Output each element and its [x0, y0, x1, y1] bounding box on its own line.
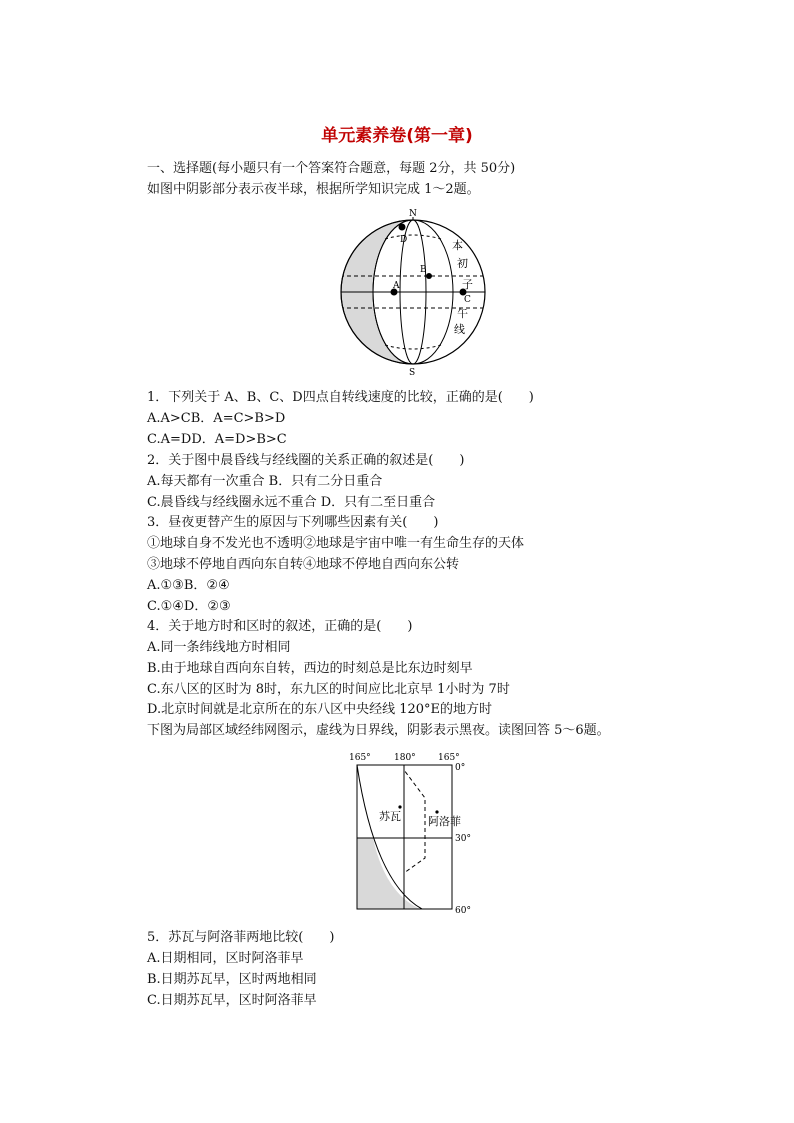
meridian-char-5: 线: [454, 323, 465, 336]
question-5-option: A.日期相同，区时阿洛菲早: [147, 951, 304, 966]
graticule-figure: [345, 748, 480, 918]
lat-label-30: 30°: [455, 834, 471, 844]
page-title: 单元素养卷(第一章): [321, 126, 473, 146]
lat-label-60: 60°: [455, 906, 471, 916]
question-4-option: C.东八区的区时为 8时，东九区的时间应比北京早 1小时为 7时: [147, 682, 510, 697]
meridian-char-2: 初: [457, 257, 468, 270]
lon-label-east: 165°: [438, 753, 460, 763]
question-2-option: C.晨昏线与经线圈永远不重合 D．只有二至日重合: [147, 495, 436, 510]
question-4-option: D.北京时间就是北京所在的东八区中央经线 120°E的地方时: [147, 702, 493, 717]
label-n: N: [409, 209, 417, 219]
meridian-char-4: 午: [457, 307, 468, 320]
question-5-option: C.日期苏瓦早，区时阿洛菲早: [147, 993, 317, 1008]
figure1-intro: 如图中阴影部分表示夜半球，根据所学知识完成 1～2题。: [147, 182, 480, 197]
question-5-option: B.日期苏瓦早，区时两地相同: [147, 972, 317, 987]
lat-label-0: 0°: [455, 763, 466, 773]
alofi-label: 阿洛菲: [428, 815, 461, 828]
question-1-stem: 1．下列关于 A、B、C、D四点自转线速度的比较，正确的是( ): [147, 390, 534, 405]
question-3-option: A.①③B．②④: [147, 578, 230, 593]
meridian-char-3: 子: [462, 278, 473, 291]
question-2-stem: 2．关于图中晨昏线与经线圈的关系正确的叙述是( ): [147, 453, 465, 468]
label-s: S: [409, 368, 416, 375]
question-5-stem: 5．苏瓦与阿洛菲两地比较( ): [147, 930, 335, 945]
label-c: C: [464, 295, 471, 305]
question-4-option: B.由于地球自西向东自转，西边的时刻总是比东边时刻早: [147, 661, 473, 676]
globe-figure: [333, 205, 493, 375]
question-3-stem: 3．昼夜更替产生的原因与下列哪些因素有关( ): [147, 515, 439, 530]
section-heading: 一、选择题(每小题只有一个答案符合题意，每题 2分，共 50分): [147, 161, 516, 176]
question-3-option: ①地球自身不发光也不透明②地球是宇宙中唯一有生命生存的天体: [147, 536, 525, 551]
suva-label: 苏瓦: [379, 810, 401, 823]
label-a: A: [393, 281, 400, 291]
lon-label-180: 180°: [394, 753, 416, 763]
point-d-marker: [399, 224, 406, 231]
label-b: B: [420, 265, 427, 275]
lon-label-west: 165°: [349, 753, 371, 763]
meridian-char-1: 本: [452, 239, 463, 252]
question-1-option: C.A=DD．A=D>B>C: [147, 432, 287, 447]
label-d: D: [400, 235, 408, 245]
question-2-option: A.每天都有一次重合 B．只有二分日重合: [147, 474, 383, 489]
question-1-option: A.A>CB．A=C>B>D: [147, 411, 286, 426]
figure2-intro: 下图为局部区域经纬网图示，虚线为日界线，阴影表示黑夜。读图回答 5～6题。: [147, 723, 610, 738]
date-line: [404, 765, 425, 873]
question-4-stem: 4．关于地方时和区时的叙述，正确的是( ): [147, 619, 413, 634]
question-3-option: ③地球不停地自西向东自转④地球不停地自西向东公转: [147, 557, 460, 572]
suva-dot: [398, 805, 401, 808]
question-3-option: C.①④D．②③: [147, 599, 231, 614]
arctic-circle-line: [385, 235, 441, 239]
point-b-marker: [426, 273, 432, 279]
question-4-option: A.同一条纬线地方时相同: [147, 640, 291, 655]
antarctic-circle-line: [385, 345, 441, 349]
alofi-dot: [435, 810, 438, 813]
